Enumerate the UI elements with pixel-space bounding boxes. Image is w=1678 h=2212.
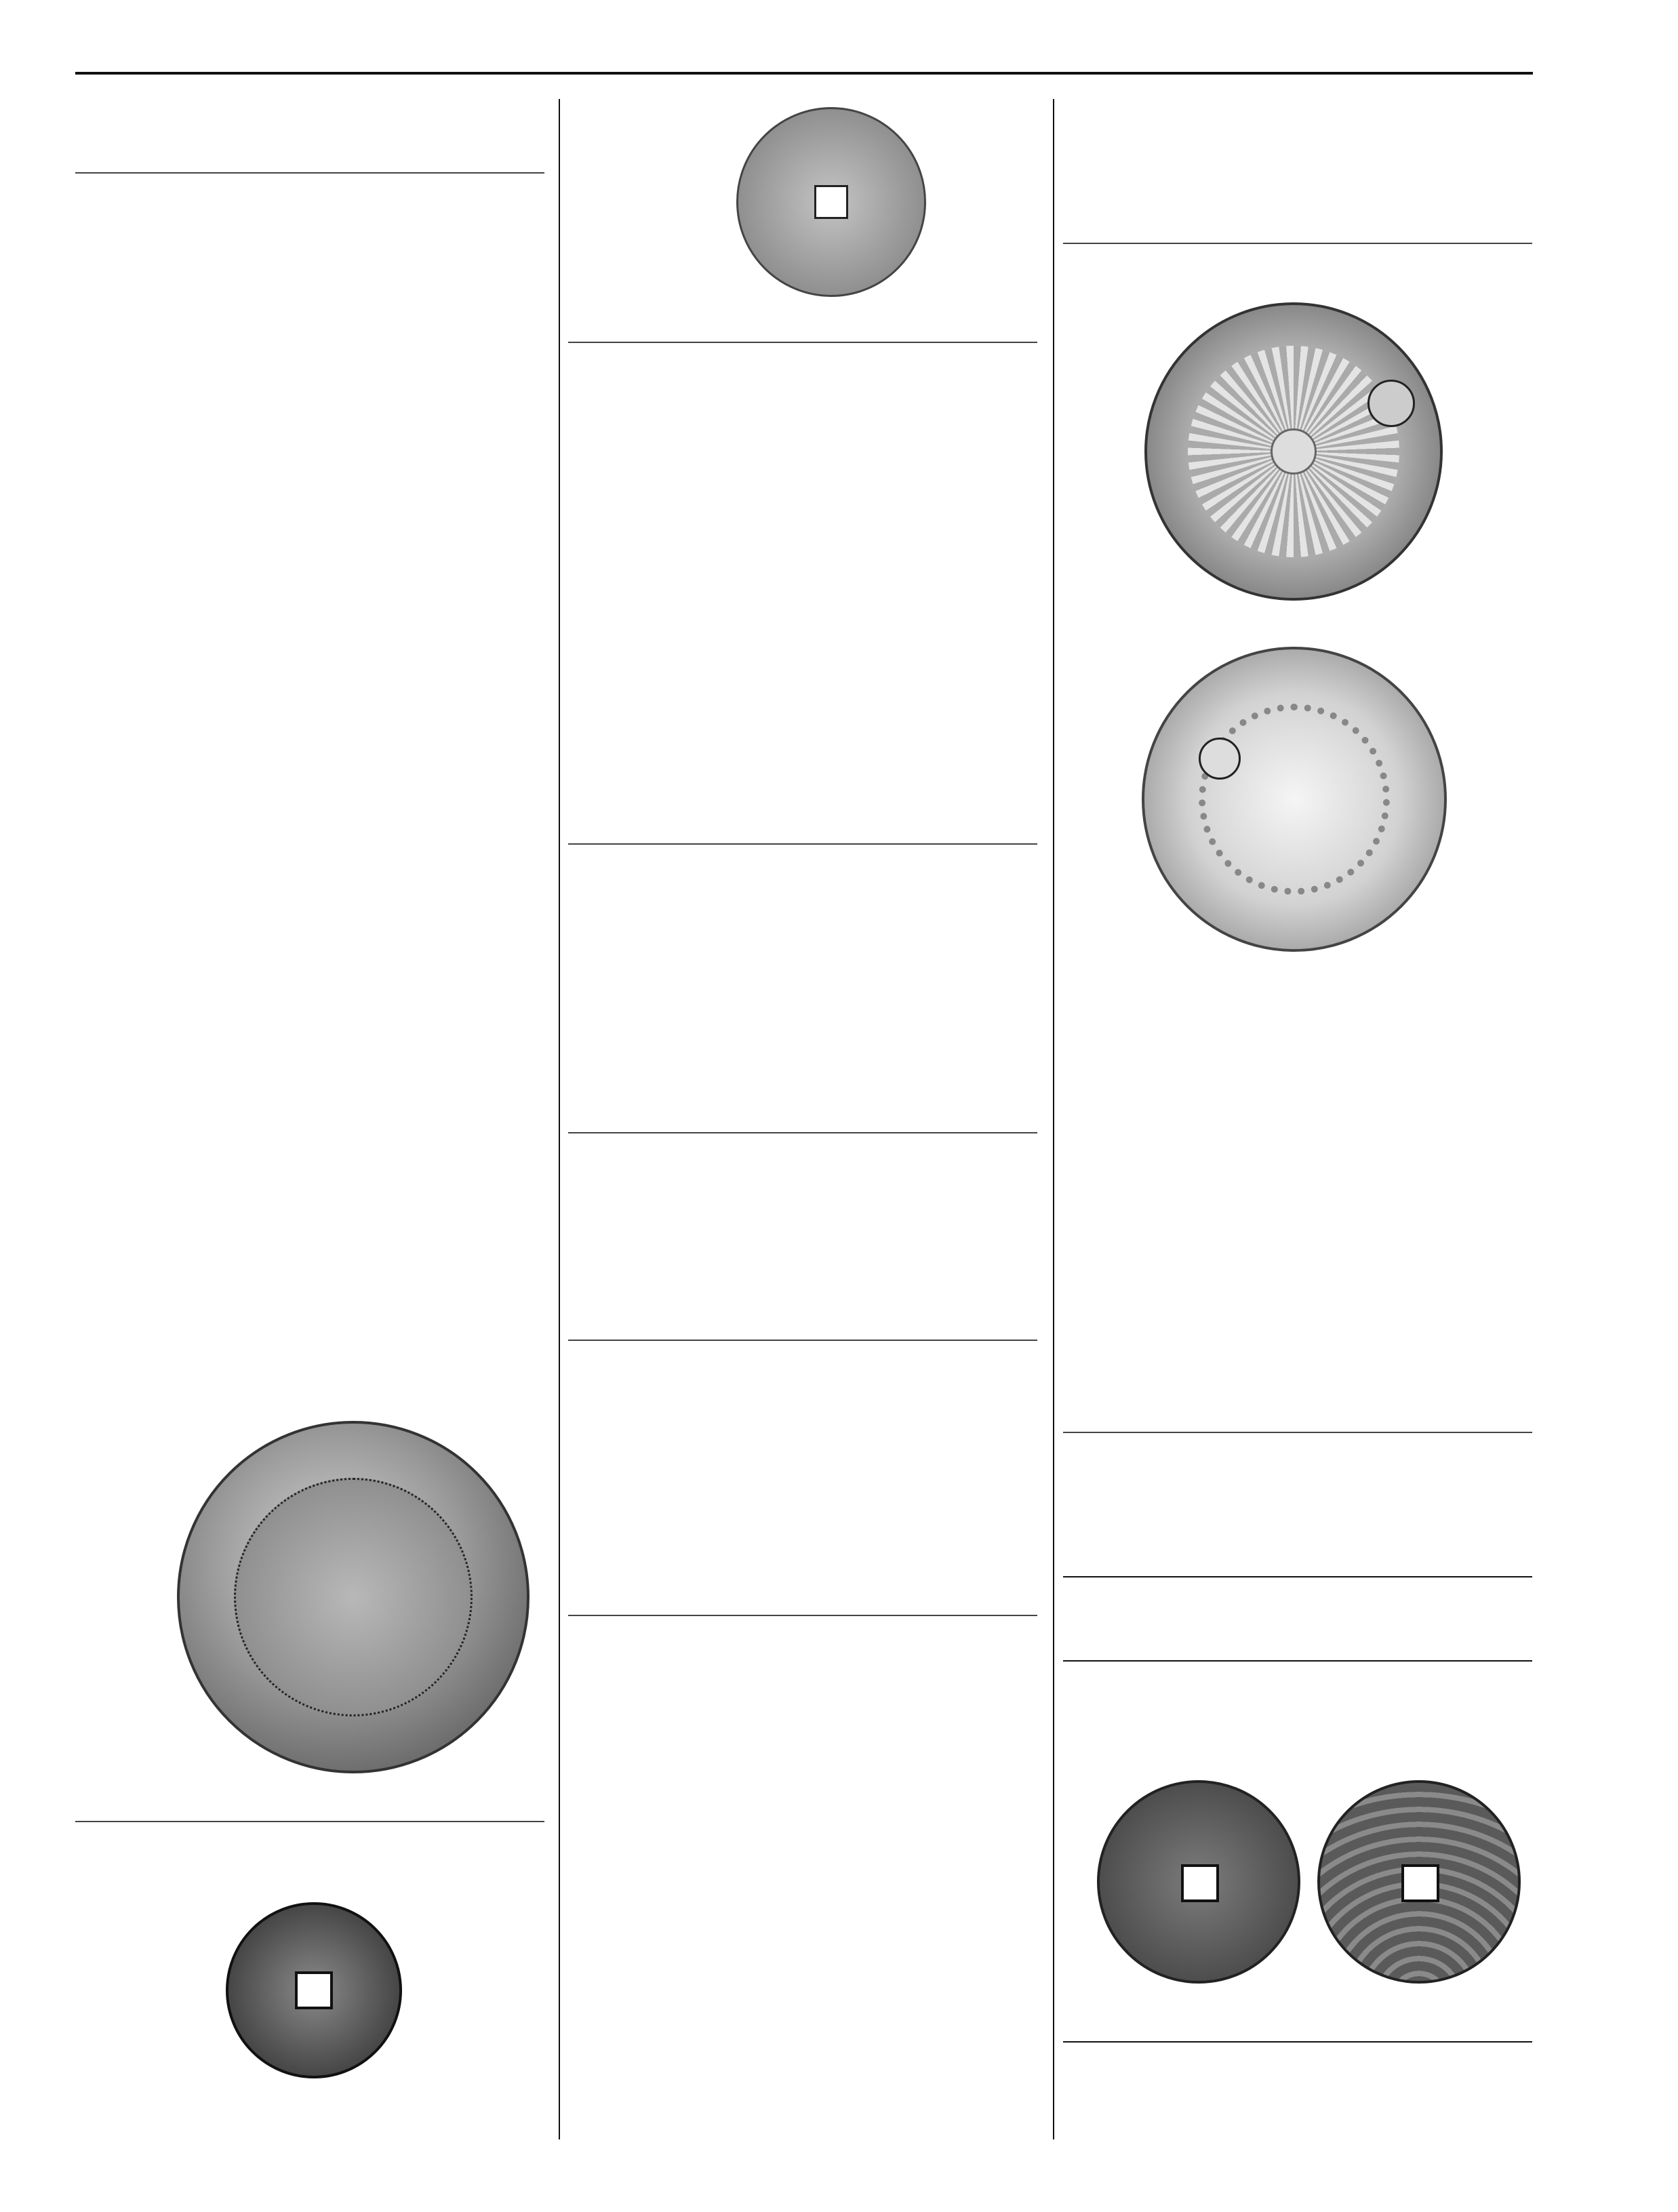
table-header xyxy=(1063,1560,1532,1577)
gin-stamp-left xyxy=(1199,738,1241,780)
divider xyxy=(568,1132,1037,1133)
c6-obverse-coin-image xyxy=(1097,1780,1300,1984)
twenty-sen-coin-image xyxy=(177,1421,530,1773)
divider xyxy=(568,1615,1037,1616)
divider xyxy=(568,843,1037,845)
column-divider xyxy=(1053,99,1054,2139)
table-header xyxy=(1063,1644,1532,1662)
c114s-price-table xyxy=(1063,1644,1532,1679)
column-left xyxy=(75,99,544,2139)
gin-right-yen-coin-image xyxy=(1144,302,1443,601)
table-row xyxy=(1063,2043,1532,2060)
divider xyxy=(1063,243,1532,244)
c112-price-table xyxy=(1063,1560,1532,1595)
gin-left-yen-coin-image xyxy=(1142,647,1447,952)
table-row xyxy=(1063,1577,1532,1595)
divider xyxy=(1063,1432,1532,1433)
column-right xyxy=(1063,99,1532,2139)
divider xyxy=(568,342,1037,343)
column-divider xyxy=(559,99,560,2139)
dating-diagram xyxy=(75,1380,544,1814)
c6-price-table xyxy=(1063,2025,1532,2060)
c6-reverse-coin-image xyxy=(1317,1780,1521,1984)
table-header xyxy=(1063,2025,1532,2043)
kanei-tsuho-coin-image xyxy=(226,1902,402,2078)
bunkyu-eiho-coin-image xyxy=(736,107,926,297)
page-header xyxy=(75,42,1533,75)
yen-row xyxy=(75,99,544,174)
c112-entry xyxy=(1063,1539,1532,1595)
gin-stamp-right xyxy=(1367,380,1415,427)
table-row xyxy=(1063,1662,1532,1679)
c6-entry xyxy=(1063,2004,1532,2060)
divider xyxy=(568,1340,1037,1341)
divider xyxy=(75,1821,544,1822)
c114s-entry xyxy=(1063,1623,1532,1679)
column-middle xyxy=(568,99,1037,2139)
